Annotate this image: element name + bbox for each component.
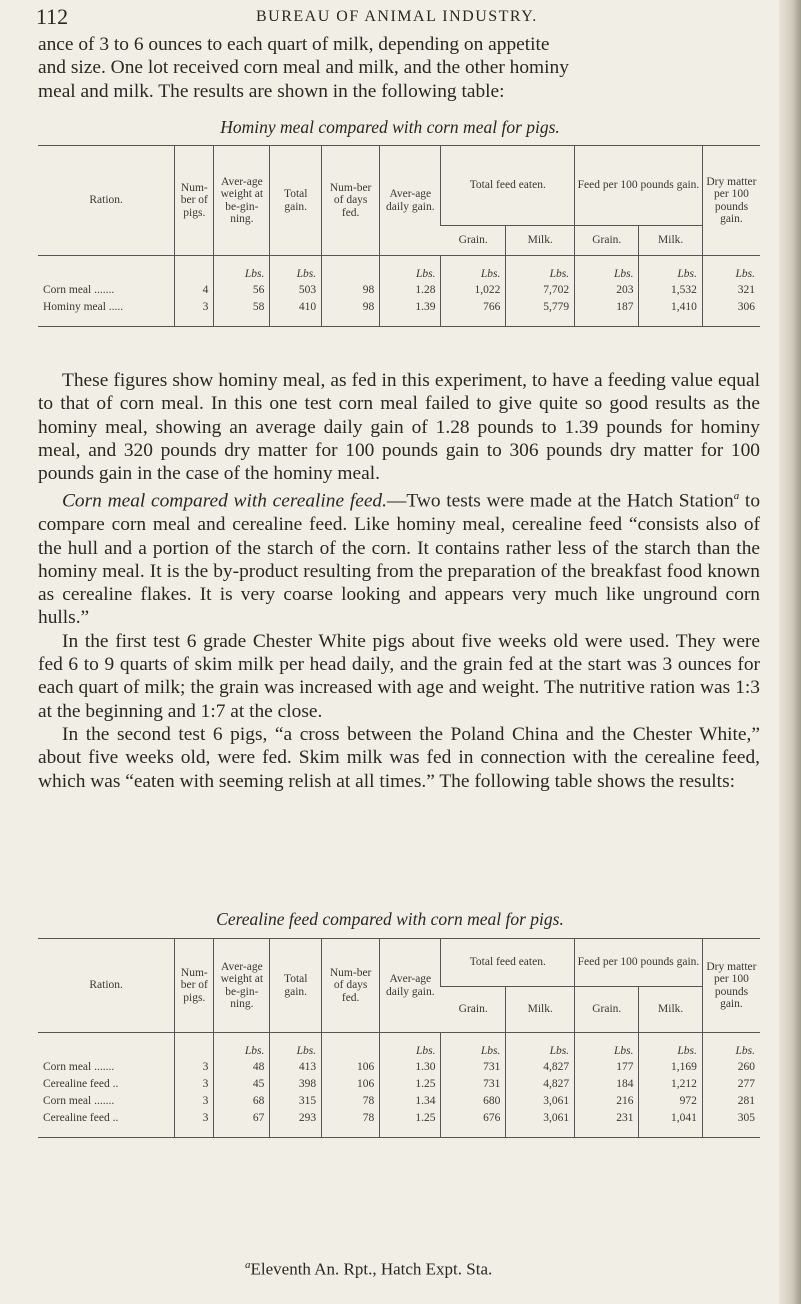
value-cell: 98	[322, 299, 380, 327]
header-ration: Ration.	[38, 146, 175, 256]
value-cell: 67	[214, 1110, 270, 1138]
header-days-fed: Num-ber of days fed.	[322, 146, 380, 256]
table2-caption: Cerealine feed compared with corn meal for pigs.	[216, 909, 564, 929]
value-cell: 680	[441, 1093, 506, 1110]
unit-cell: Lbs.	[639, 256, 702, 283]
table-row	[38, 1076, 760, 1093]
ration-name-cell: Cerealine feed ..	[43, 1078, 119, 1091]
unit-cell	[322, 1033, 380, 1060]
table1-caption: Hominy meal compared with corn meal for pigs.	[220, 117, 560, 137]
header-ration: Ration.	[38, 939, 175, 1033]
value-cell: 398	[270, 1076, 322, 1093]
value-cell: 3	[175, 299, 214, 327]
value-cell: 1.34	[380, 1093, 441, 1110]
value-cell: 3	[175, 1110, 214, 1138]
ration-name-cell: Hominy meal .....	[38, 299, 175, 327]
value-cell: 1,532	[639, 282, 702, 299]
header-total-gain: Total gain.	[270, 146, 322, 256]
header-num-pigs: Num-ber of pigs.	[175, 146, 214, 256]
ration-name-cell: Corn meal .......	[43, 1095, 115, 1108]
units-row	[38, 256, 760, 283]
unit-cell: Lbs.	[575, 256, 639, 283]
unit-cell: Lbs.	[441, 256, 506, 283]
value-cell: 260	[702, 1059, 760, 1076]
value-cell: 1.28	[380, 282, 441, 299]
paragraph-second-test: In the second test 6 pigs, “a cross between the Poland China and the Chester White,” about five weeks old, were fed. Skim milk was fed in connection with the cerealine feed, which was “eaten with seeming relish at all times.” The following table shows the results:	[38, 723, 760, 792]
value-cell: 731	[441, 1059, 506, 1076]
unit-cell: Lbs.	[702, 256, 760, 283]
ration-name-cell: Corn meal .......	[43, 1061, 115, 1074]
header-dry-matter: Dry matter per 100 pounds gain.	[702, 146, 760, 256]
section-heading: Corn meal compared with cerealine feed.	[62, 490, 387, 512]
footnote-reference: a	[733, 490, 740, 503]
unit-cell: Lbs.	[380, 1033, 441, 1060]
header-milk: Milk.	[639, 987, 702, 1033]
intro-line: meal and milk. The results are shown in the following table:	[38, 80, 505, 102]
value-cell: 3	[175, 1093, 214, 1110]
unit-cell	[322, 256, 380, 283]
value-cell: 184	[575, 1076, 639, 1093]
paragraph-cerealine-intro	[38, 485, 760, 629]
value-cell: 1,410	[639, 299, 702, 327]
value-cell: 78	[322, 1093, 380, 1110]
header-grain: Grain.	[441, 226, 506, 256]
cerealine-comparison-table	[38, 938, 760, 1138]
ration-name-cell: Corn meal .......	[43, 284, 115, 297]
table-row	[38, 282, 760, 299]
value-cell: 321	[702, 282, 760, 299]
body-text	[38, 369, 760, 793]
unit-cell: Lbs.	[270, 1033, 322, 1060]
value-cell: 676	[441, 1110, 506, 1138]
header-grain: Grain.	[575, 226, 639, 256]
value-cell: 177	[575, 1059, 639, 1076]
unit-cell: Lbs.	[441, 1033, 506, 1060]
value-cell: 78	[322, 1110, 380, 1138]
header-grain: Grain.	[575, 987, 639, 1033]
header-avg-weight: Aver-age weight at be-gin-ning.	[214, 939, 270, 1033]
units-row	[38, 1033, 760, 1060]
header-grain: Grain.	[441, 987, 506, 1033]
header-feed-per-100: Feed per 100 pounds gain.	[575, 146, 703, 226]
unit-cell	[175, 256, 214, 283]
value-cell: 4,827	[506, 1076, 575, 1093]
value-cell: 106	[322, 1076, 380, 1093]
value-cell: 1.30	[380, 1059, 441, 1076]
intro-line: and size. One lot received corn meal and milk, and the other hominy	[38, 57, 569, 79]
intro-line: ance of 3 to 6 ounces to each quart of milk, depending on appetite	[38, 34, 550, 55]
value-cell: 281	[702, 1093, 760, 1110]
paragraph-text: —Two tests were made at the Hatch Station	[386, 490, 734, 512]
paragraph-first-test: In the first test 6 grade Chester White pigs about five weeks old were used. They were fed 6 to 9 quarts of skim milk per head daily, and the grain fed at the start was 3 ounces for each quart of milk; the grain was increased with age and weight. The nutritive ration was 1:3 at the beginning and 1:7 at the close.	[38, 630, 760, 722]
value-cell: 7,702	[506, 282, 575, 299]
value-cell: 3,061	[506, 1093, 575, 1110]
table-row	[38, 1093, 760, 1110]
header-milk: Milk.	[506, 987, 575, 1033]
unit-cell	[38, 256, 175, 283]
running-head: BUREAU OF ANIMAL INDUSTRY.	[256, 8, 538, 25]
value-cell: 1.39	[380, 299, 441, 327]
value-cell: 4	[175, 282, 214, 299]
header-avg-daily-gain: Aver-age daily gain.	[380, 939, 441, 1033]
value-cell: 4,827	[506, 1059, 575, 1076]
unit-cell	[38, 1033, 175, 1060]
value-cell: 68	[214, 1093, 270, 1110]
value-cell: 56	[214, 282, 270, 299]
intro-paragraph	[38, 33, 760, 103]
value-cell: 410	[270, 299, 322, 327]
value-cell: 766	[441, 299, 506, 327]
header-total-feed: Total feed eaten.	[441, 146, 575, 226]
value-cell: 1.25	[380, 1110, 441, 1138]
footnote-text: Eleventh An. Rpt., Hatch Expt. Sta.	[250, 1259, 493, 1279]
unit-cell	[175, 1033, 214, 1060]
table-row	[38, 1110, 760, 1138]
value-cell: 306	[702, 299, 760, 327]
value-cell: 413	[270, 1059, 322, 1076]
value-cell: 5,779	[506, 299, 575, 327]
header-avg-daily-gain: Aver-age daily gain.	[380, 146, 441, 256]
unit-cell: Lbs.	[270, 256, 322, 283]
unit-cell: Lbs.	[214, 1033, 270, 1060]
unit-cell: Lbs.	[506, 1033, 575, 1060]
value-cell: 1,169	[639, 1059, 702, 1076]
header-milk: Milk.	[506, 226, 575, 256]
value-cell: 106	[322, 1059, 380, 1076]
unit-cell: Lbs.	[214, 256, 270, 283]
value-cell: 203	[575, 282, 639, 299]
header-dry-matter: Dry matter per 100 pounds gain.	[702, 939, 760, 1033]
value-cell: 1,212	[639, 1076, 702, 1093]
header-avg-weight: Aver-age weight at be-gin-ning.	[214, 146, 270, 256]
value-cell: 98	[322, 282, 380, 299]
value-cell: 1,022	[441, 282, 506, 299]
header-num-pigs: Num-ber of pigs.	[175, 939, 214, 1033]
value-cell: 58	[214, 299, 270, 327]
unit-cell: Lbs.	[380, 256, 441, 283]
header-feed-per-100: Feed per 100 pounds gain.	[575, 939, 703, 987]
value-cell: 315	[270, 1093, 322, 1110]
header-total-gain: Total gain.	[270, 939, 322, 1033]
table-row	[38, 299, 760, 327]
value-cell: 1.25	[380, 1076, 441, 1093]
value-cell: 972	[639, 1093, 702, 1110]
table-row	[38, 1059, 760, 1076]
value-cell: 503	[270, 282, 322, 299]
header-total-feed: Total feed eaten.	[441, 939, 575, 987]
unit-cell: Lbs.	[702, 1033, 760, 1060]
value-cell: 216	[575, 1093, 639, 1110]
header-milk: Milk.	[639, 226, 702, 256]
ration-name-cell: Cerealine feed ..	[38, 1110, 175, 1138]
header-days-fed: Num-ber of days fed.	[322, 939, 380, 1033]
value-cell: 231	[575, 1110, 639, 1138]
value-cell: 187	[575, 299, 639, 327]
unit-cell: Lbs.	[506, 256, 575, 283]
footnote-mark: a	[245, 1259, 251, 1271]
value-cell: 3,061	[506, 1110, 575, 1138]
value-cell: 3	[175, 1076, 214, 1093]
page-edge	[779, 0, 801, 1304]
value-cell: 45	[214, 1076, 270, 1093]
value-cell: 1,041	[639, 1110, 702, 1138]
value-cell: 48	[214, 1059, 270, 1076]
page-number: 112	[36, 4, 69, 29]
value-cell: 305	[702, 1110, 760, 1138]
unit-cell: Lbs.	[639, 1033, 702, 1060]
value-cell: 293	[270, 1110, 322, 1138]
paragraph-hominy-results: These figures show hominy meal, as fed in this experiment, to have a feeding value equal to that of corn meal. In this one test corn meal failed to give quite so good results as the hominy meal, showing an average daily gain of 1.28 pounds to 1.39 pounds for hominy meal, and 320 pounds dry matter for 100 pounds gain to 306 pounds dry matter for 100 pounds gain in the case of the hominy meal.	[38, 370, 760, 485]
footnote	[245, 1259, 492, 1280]
hominy-comparison-table	[38, 145, 760, 327]
value-cell: 3	[175, 1059, 214, 1076]
value-cell: 277	[702, 1076, 760, 1093]
paragraph-text: to compare corn meal and cerealine feed. Like hominy meal, cerealine feed “consists also of the hull and a portion of the starch of the corn. It contains rather less of the starch than the hominy meal. It is the by-product resulting from the preparation of the breakfast food known as cerealine flakes. It is very coarse looking and appears very much like unground corn hulls.”	[38, 490, 761, 629]
value-cell: 731	[441, 1076, 506, 1093]
unit-cell: Lbs.	[575, 1033, 639, 1060]
